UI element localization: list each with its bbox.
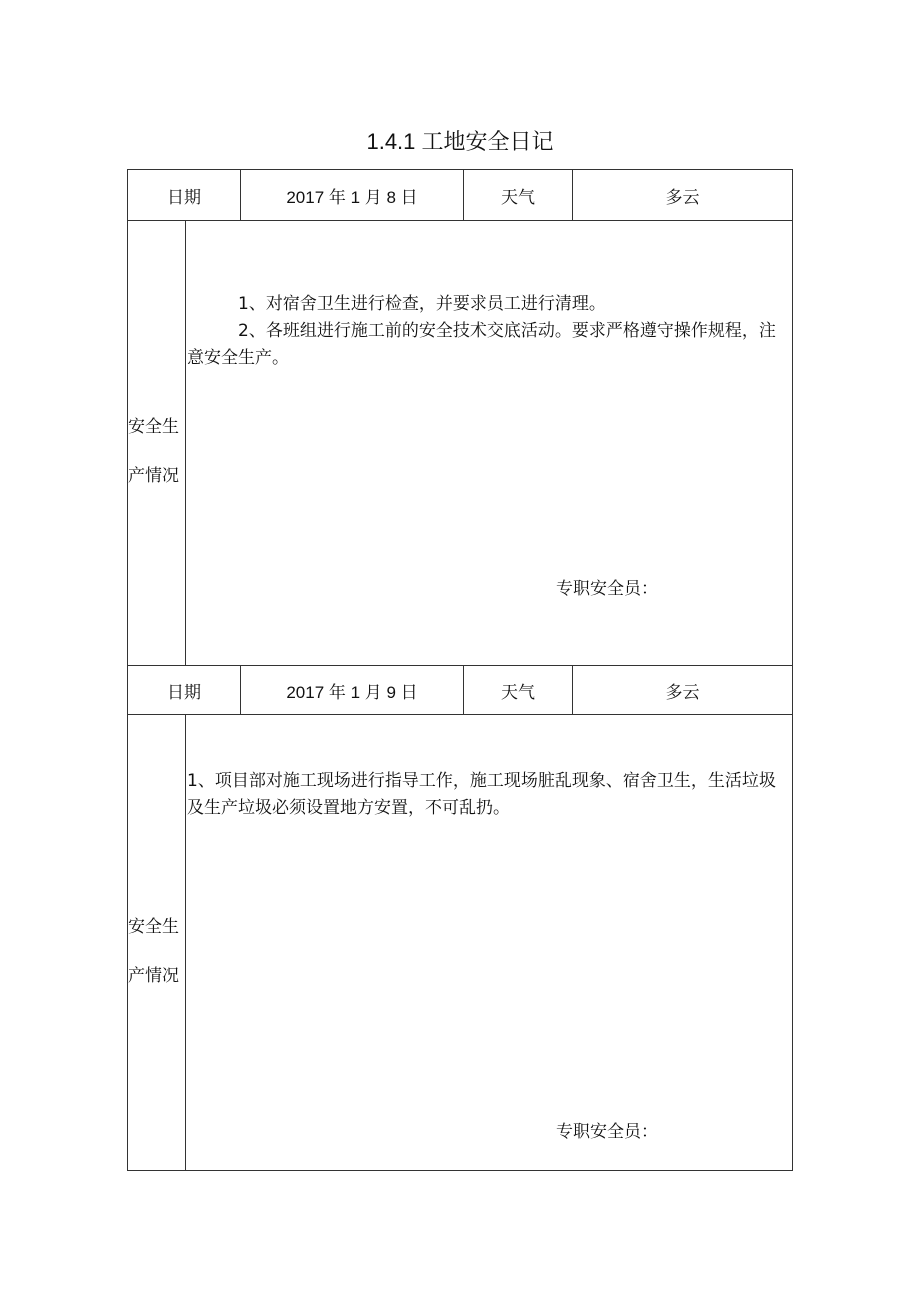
content-item: 2、各班组进行施工前的安全技术交底活动。要求严格遵守操作规程，注意安全生产。: [187, 321, 776, 368]
content-item: 1、对宿舍卫生进行检查，并要求员工进行清理。: [238, 294, 606, 314]
date-value-cell: [240, 169, 464, 221]
date-label-cell: [127, 169, 241, 221]
safety-officer-label: 专职安全员：: [556, 579, 658, 599]
section-label: [128, 903, 179, 1001]
weather-value-cell: [572, 665, 793, 715]
date-value: 2017 年 1 月 8 日: [286, 187, 418, 207]
weather-value-cell: [572, 169, 793, 221]
date-label: 日期: [167, 187, 201, 208]
date-label: 日期: [167, 682, 201, 703]
weather-label-cell: [463, 169, 573, 221]
content-cell: [185, 220, 793, 666]
section-label-line: 产情况: [128, 466, 179, 486]
weather-value: 多云: [665, 187, 700, 208]
safety-officer-label: 专职安全员：: [556, 1122, 658, 1142]
date-value: 2017 年 1 月 9 日: [286, 682, 418, 702]
date-value-cell: [240, 665, 464, 715]
weather-value: 多云: [665, 682, 700, 703]
section-label-line: 安全生: [128, 417, 179, 437]
weather-label: 天气: [501, 682, 535, 703]
weather-label: 天气: [501, 187, 535, 208]
content-text: [187, 768, 791, 822]
content-item: 1、项目部对施工现场进行指导工作，施工现场脏乱现象、宿舍卫生，生活垃圾及生产垃圾必须设置地方安置，不可乱扔。: [187, 771, 776, 818]
date-label-cell: [127, 665, 241, 715]
content-text: [187, 291, 783, 372]
section-label: [128, 403, 179, 501]
weather-label-cell: [463, 665, 573, 715]
page-title: 1.4.1 工地安全日记: [366, 129, 554, 154]
section-label-line: 安全生: [128, 917, 179, 937]
section-label-line: 产情况: [128, 966, 179, 986]
